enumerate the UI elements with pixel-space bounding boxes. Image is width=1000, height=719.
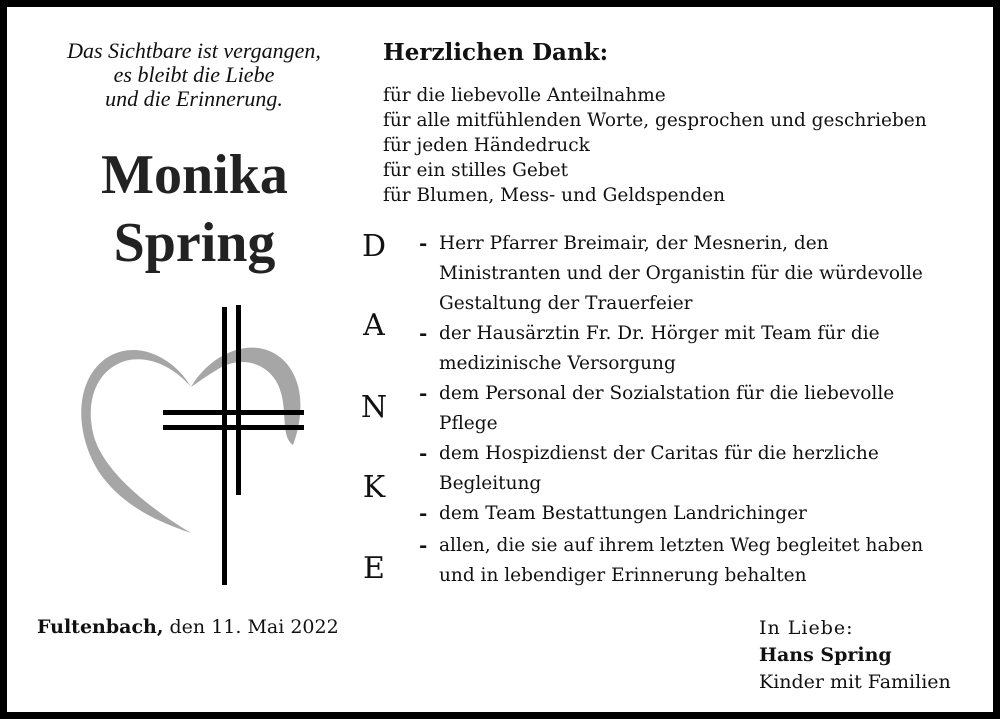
motto-quote — [29, 39, 359, 111]
danke-item — [439, 439, 984, 499]
thanks-line: für ein stilles Gebet — [383, 160, 569, 181]
thanks-line: für alle mitfühlenden Worte, gesprochen und geschrieben — [383, 110, 927, 131]
motto-line: Das Sichtbare ist vergangen, — [67, 38, 321, 63]
list-dash: - — [419, 231, 428, 255]
thanks-line: für die liebevolle Anteilnahme — [383, 85, 666, 106]
danke-item-line: Gestaltung der Trauerfeier — [439, 293, 693, 314]
danke-item-line: Begleitung — [439, 473, 542, 494]
danke-item-line: medizinische Versorgung — [439, 353, 676, 374]
list-dash: - — [419, 321, 428, 345]
danke-item — [439, 379, 984, 439]
heart-outline — [81, 350, 191, 533]
deceased-last-name: Spring — [113, 212, 276, 274]
danke-item-line: und in lebendiger Erinnerung behalten — [439, 565, 807, 586]
place-and-date — [37, 616, 339, 638]
motto-line: und die Erinnerung. — [105, 86, 283, 111]
danke-item — [439, 499, 984, 529]
cross-icon — [163, 305, 304, 585]
danke-item-line: Pflege — [439, 413, 498, 434]
thanks-line: für Blumen, Mess- und Geldspenden — [383, 185, 726, 206]
danke-item-line: dem Hospizdienst der Caritas für die herzliche — [439, 443, 879, 464]
signature-name: Hans Spring — [759, 644, 892, 666]
danke-item — [439, 319, 984, 379]
danke-item-line: allen, die sie auf ihrem letzten Weg begleitet haben — [439, 535, 924, 556]
danke-letter: A — [363, 308, 385, 343]
danke-item-line: dem Team Bestattungen Landrichinger — [439, 503, 807, 524]
list-dash: - — [419, 441, 428, 465]
list-dash: - — [419, 501, 428, 525]
danke-item-line: Ministranten und der Organistin für die würdevolle — [439, 263, 923, 284]
list-dash: - — [419, 381, 428, 405]
danke-letter: E — [363, 551, 385, 586]
heart-outline-right — [191, 348, 300, 445]
danke-item-line: der Hausärztin Fr. Dr. Hörger mit Team für die — [439, 323, 880, 344]
danke-item-line: dem Personal der Sozialstation für die liebevolle — [439, 383, 895, 404]
deceased-first-name: Monika — [101, 144, 288, 206]
motto-line: es bleibt die Liebe — [113, 62, 275, 87]
signature-block — [759, 615, 951, 696]
danke-letter: D — [361, 229, 387, 264]
thanks-line: für jeden Händedruck — [383, 135, 590, 156]
danke-item — [439, 531, 984, 591]
danke-item-line: Herr Pfarrer Breimair, der Mesnerin, den — [439, 233, 829, 254]
thanks-list — [383, 83, 983, 208]
signature-greeting: In Liebe: — [759, 617, 854, 639]
date-text: den 11. Mai 2022 — [163, 616, 339, 638]
danke-item — [439, 229, 984, 319]
signature-family: Kinder mit Familien — [759, 671, 951, 693]
thanks-heading: Herzlichen Dank: — [383, 39, 609, 66]
list-dash: - — [419, 533, 428, 557]
heart-with-cross-icon — [79, 297, 309, 589]
danke-letter: K — [362, 470, 386, 505]
place-name: Fultenbach, — [37, 616, 164, 638]
danke-letter: N — [360, 390, 388, 425]
